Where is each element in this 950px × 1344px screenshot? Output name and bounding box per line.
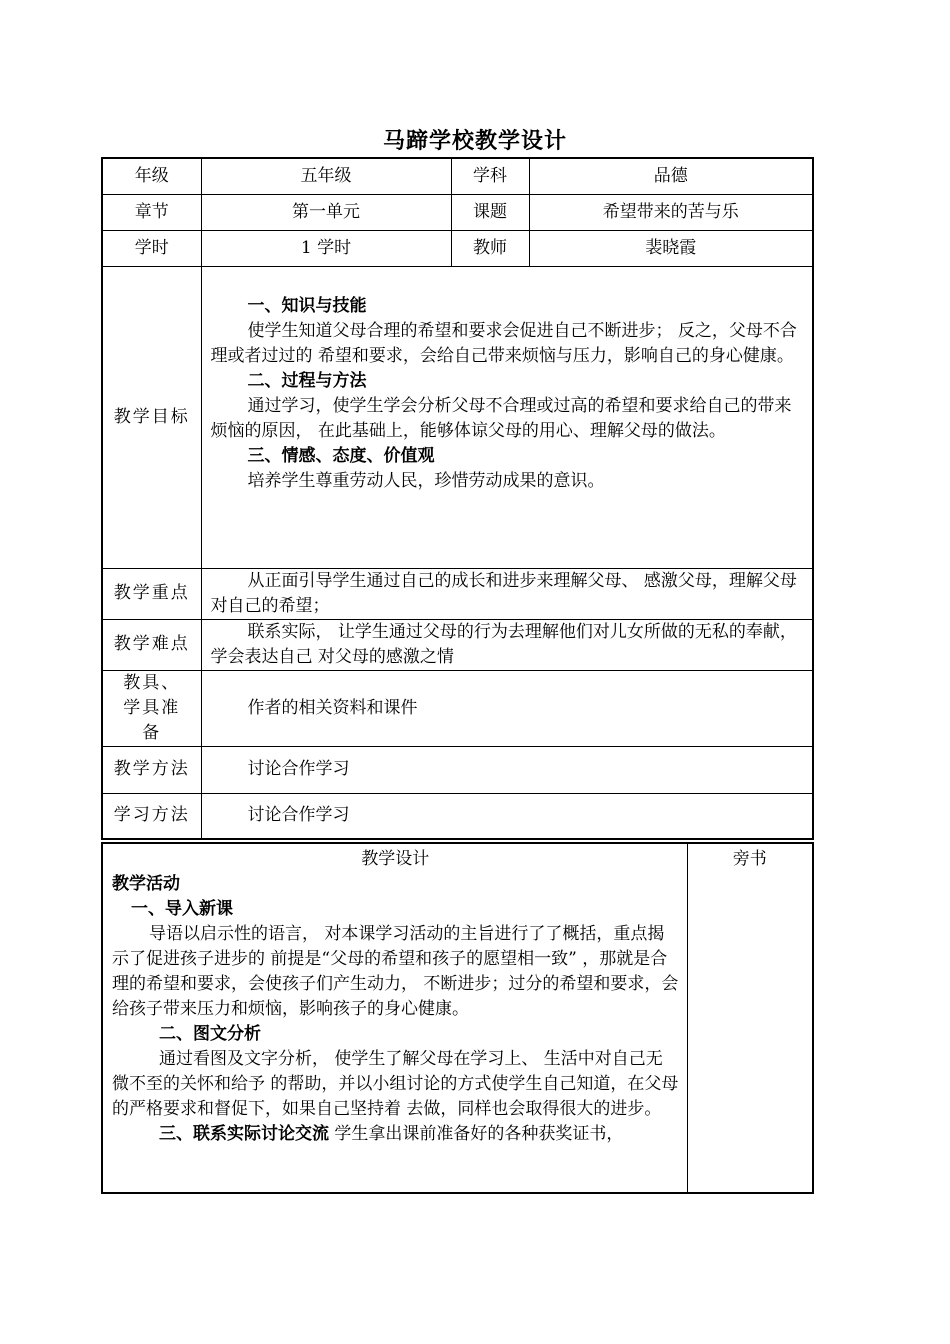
table-row — [102, 746, 813, 793]
learn-method-label: 学习方法 — [102, 793, 201, 839]
table-row — [102, 158, 813, 194]
design-content — [102, 843, 687, 1193]
goals-content — [201, 266, 813, 568]
learn-method-text: 讨论合作学习 — [201, 793, 813, 839]
goal-section-2-text: 通过学习，使学生学会分析父母不合理或过高的希望和要求给自己的带来烦恼的原因， 在此基础上，能够体谅父母的用心、理解父母的做法。 — [210, 395, 792, 441]
tools-label: 教具、学具准备 — [102, 670, 201, 746]
part-2-title: 二、图文分析 — [159, 1024, 261, 1044]
key-point-text: 从正面引导学生通过自己的成长和进步来理解父母、 感激父母，理解父母对自己的希望； — [201, 568, 813, 619]
grade-label: 年级 — [102, 158, 201, 194]
table-row — [102, 266, 813, 568]
part-3-text: 学生拿出课前准备好的各种获奖证书， — [329, 1124, 624, 1144]
table-row — [102, 843, 813, 1193]
goal-section-3-text: 培养学生尊重劳动人民，珍惜劳动成果的意识。 — [247, 470, 605, 491]
side-notes-header: 旁书 — [732, 849, 767, 869]
side-notes — [687, 843, 813, 1193]
difficulty-text: 联系实际， 让学生通过父母的行为去理解他们对儿女所做的无私的奉献， 学会表达自己 对父母的感激之情 — [201, 619, 813, 670]
part-3-title: 三、联系实际讨论交流 — [159, 1124, 329, 1144]
hours-label: 学时 — [102, 230, 201, 266]
table-row — [102, 194, 813, 230]
teacher-label: 教师 — [451, 230, 529, 266]
tools-text: 作者的相关资料和课件 — [201, 670, 813, 746]
chapter-label: 章节 — [102, 194, 201, 230]
subject-label: 学科 — [451, 158, 529, 194]
goal-section-1-text: 使学生知道父母合理的希望和要求会促进自己不断进步； 反之，父母不合理或者过过的 希望和要求，会给自己带来烦恼与压力，影响自己的身心健康。 — [210, 320, 797, 366]
teacher-value: 裴晓霞 — [529, 230, 813, 266]
grade-value: 五年级 — [201, 158, 451, 194]
topic-value: 希望带来的苦与乐 — [529, 194, 813, 230]
part-3 — [112, 1122, 679, 1147]
difficulty-label: 教学难点 — [102, 619, 201, 670]
table-row — [102, 619, 813, 670]
activity-title: 教学活动 — [112, 874, 180, 894]
table-row — [102, 670, 813, 746]
part-2-text: 通过看图及文字分析， 使学生了解父母在学习上、 生活中对自己无微不至的关怀和给予 的帮助，并以小组讨论的方式使学生自己知道，在父母的严格要求和督促下，如果自己坚持着 去做，同样也会取得很大的进步。 — [112, 1049, 679, 1119]
part-1-title: 一、导入新课 — [131, 899, 233, 919]
table-row — [102, 568, 813, 619]
goal-section-2-title: 二、过程与方法 — [247, 370, 367, 391]
subject-value: 品德 — [529, 158, 813, 194]
key-point-label: 教学重点 — [102, 568, 201, 619]
page-title: 马蹄学校教学设计 — [382, 128, 567, 154]
goal-section-3-title: 三、情感、态度、价值观 — [247, 445, 435, 466]
topic-label: 课题 — [451, 194, 529, 230]
goals-label: 教学目标 — [102, 266, 201, 568]
teach-method-label: 教学方法 — [102, 746, 201, 793]
lesson-info-table — [101, 157, 814, 840]
teach-method-text: 讨论合作学习 — [201, 746, 813, 793]
hours-value: 1 学时 — [201, 230, 451, 266]
chapter-value: 第一单元 — [201, 194, 451, 230]
design-header: 教学设计 — [361, 849, 430, 869]
table-row — [102, 230, 813, 266]
table-row — [102, 793, 813, 839]
goal-section-1-title: 一、知识与技能 — [247, 295, 367, 316]
part-1-text: 导语以启示性的语言， 对本课学习活动的主旨进行了了概括，重点揭示了促进孩子进步的 前提是“父母的希望和孩子的愿望相一致” ，那就是合理的希望和要求，会使孩子们产生动力， 不断进步；过分的希望和要求，会给孩子带来压力和烦恼，影响孩子的身心健康。 — [112, 924, 679, 1019]
teaching-design-table — [101, 842, 814, 1194]
